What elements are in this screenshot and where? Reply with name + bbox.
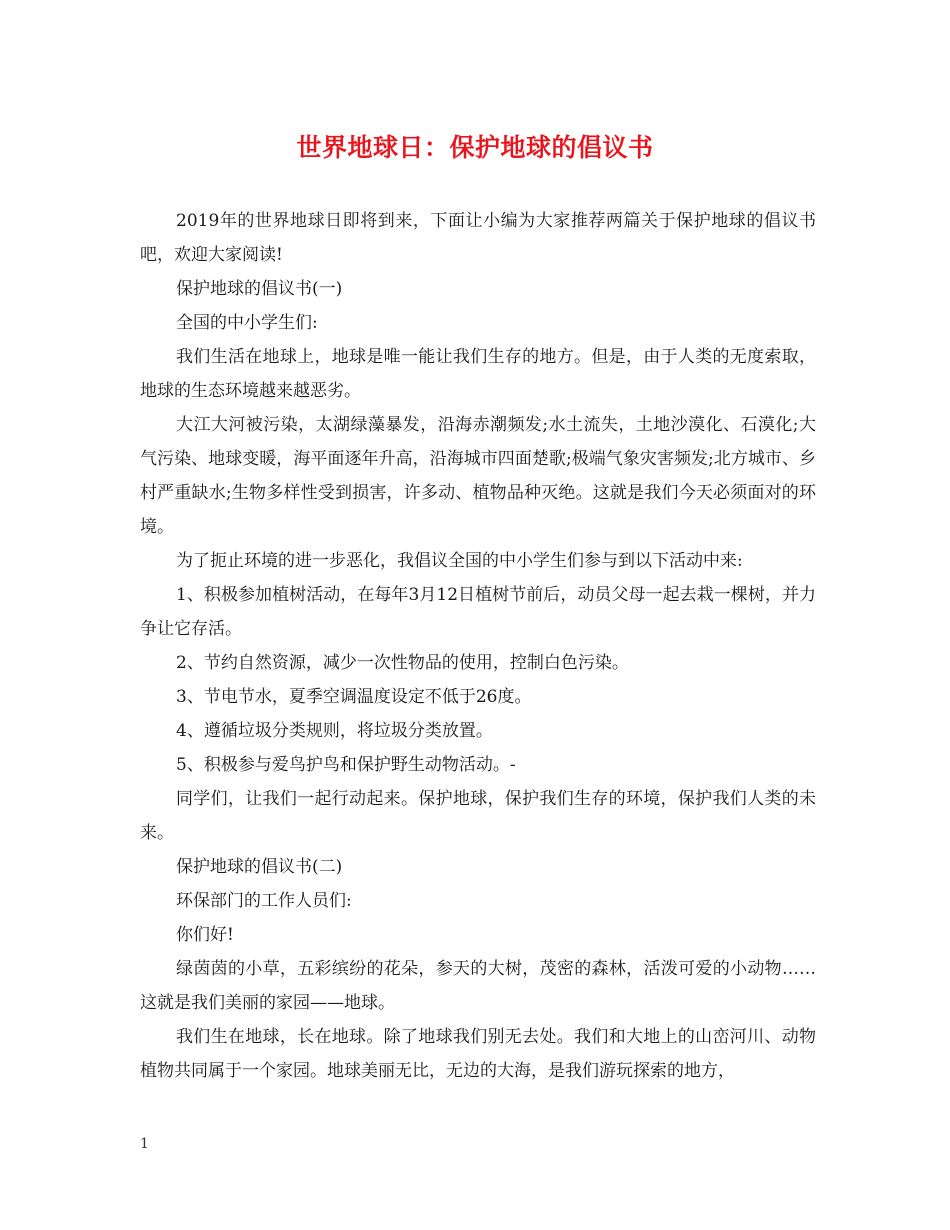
list-item: 1、积极参加植树活动，在每年3月12日植树节前后，动员父母一起去栽一棵树，并力争让它存活。: [140, 585, 816, 639]
document-body: [140, 204, 816, 1088]
paragraph: 我们生在地球，长在地球。除了地球我们别无去处。我们和大地上的山峦河川、动物植物共同属于一个家园。地球美丽无比，无边的大海，是我们游玩探索的地方，: [140, 1027, 816, 1081]
heading-letter-one: 保护地球的倡议书(一): [176, 279, 343, 299]
paragraph-intro: 2019年的世界地球日即将到来，下面让小编为大家推荐两篇关于保护地球的倡议书吧，欢迎大家阅读!: [140, 211, 816, 265]
list-item: 4、遵循垃圾分类规则，将垃圾分类放置。: [176, 721, 493, 741]
salutation-staff: 环保部门的工作人员们:: [176, 891, 352, 911]
paragraph: 大江大河被污染，太湖绿藻暴发，沿海赤潮频发;水土流失，土地沙漠化、石漠化;大气污染、地球变暖，海平面逐年升高，沿海城市四面楚歌;极端气象灾害频发;北方城市、乡村严重缺水;生物多样性受到损害，许多动、植物品种灭绝。这就是我们今天必须面对的环境。: [140, 415, 816, 537]
heading-letter-two: 保护地球的倡议书(二): [176, 857, 343, 877]
greeting: 你们好!: [176, 925, 234, 945]
list-item: 3、节电节水，夏季空调温度设定不低于26度。: [176, 687, 532, 707]
page-number: 1: [140, 1136, 149, 1152]
paragraph: 为了扼止环境的进一步恶化，我倡议全国的中小学生们参与到以下活动中来:: [176, 551, 743, 571]
salutation-students: 全国的中小学生们:: [176, 313, 318, 333]
document-title: 世界地球日：保护地球的倡议书: [296, 133, 654, 162]
paragraph: 我们生活在地球上，地球是唯一能让我们生存的地方。但是，由于人类的无度索取，地球的生态环境越来越恶劣。: [140, 347, 816, 401]
paragraph: 同学们，让我们一起行动起来。保护地球，保护我们生存的环境，保护我们人类的未来。: [140, 789, 816, 843]
list-item: 5、积极参与爱鸟护鸟和保护野生动物活动。-: [176, 755, 516, 775]
list-item: 2、节约自然资源，减少一次性物品的使用，控制白色污染。: [176, 653, 629, 673]
paragraph: 绿茵茵的小草，五彩缤纷的花朵，参天的大树，茂密的森林，活泼可爱的小动物……这就是我们美丽的家园——地球。: [140, 959, 816, 1013]
